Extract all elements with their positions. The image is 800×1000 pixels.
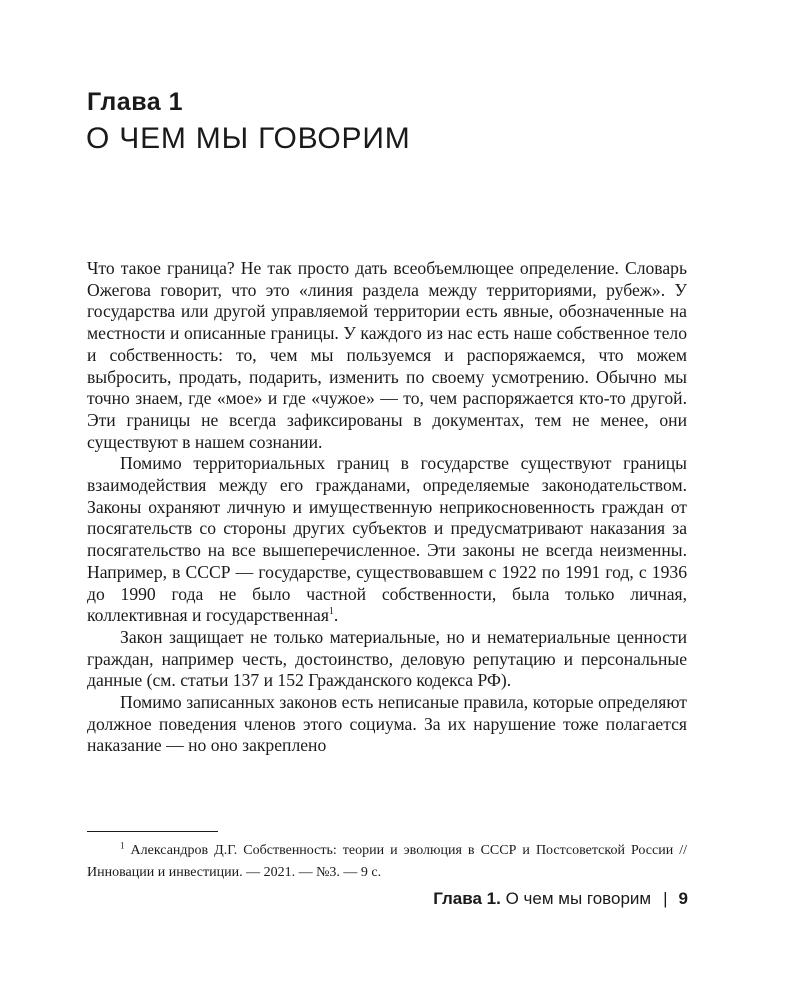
paragraph: Что такое граница? Не так просто дать всеобъемлющее определение. Словарь Ожегова говорит, что это «линия раздела между территориями, рубеж». У государства или другой управляемой территории есть явные, обозначенные на местности и описанные границы. У каждого из нас есть наше собственное тело и собственность: то, чем мы пользуемся и распоряжаемся, что можем выбросить, продать, подарить, изменить по своему усмотрению. Обычно мы точно знаем, где «мое» и где «чужое» — то, чем распоряжается кто-то другой. Эти границы не всегда зафиксированы в документах, тем не менее, они существуют в нашем сознании.: [87, 258, 687, 452]
footnote-text: Александров Д.Г. Собственность: теории и эволюция в СССР и Постсоветской России // Инновации и инвестиции. — 2021. — №3. — 9 с.: [87, 843, 688, 880]
footnote-divider: [87, 831, 218, 832]
page-number: 9: [678, 889, 688, 908]
chapter-label: Глава 1: [87, 88, 184, 116]
paragraph: Помимо территориальных границ в государстве существуют границы взаимодействия между его гражданами, определяемые законодательством. Законы охраняют личную и имущественную неприкосновенность граждан от посягательств со стороны других субъектов и предусматривают наказания за посягательство на все вышеперечисленное. Эти законы не всегда неизменны. Например, в СССР — государстве, существовавшем с 1922 по 1991 год, с 1936 до 1990 года не было частной собственности, была только личная, коллективная и государственная$^1$.: [87, 453, 687, 626]
footnote-reference[interactable]: 1: [328, 606, 334, 618]
footer-separator: |: [663, 889, 668, 908]
footnote-marker: 1: [120, 840, 125, 851]
footnote: [87, 840, 687, 884]
body-text: [87, 258, 687, 757]
paragraph: Помимо записанных законов есть неписаные правила, которые определяют должное поведения членов этого социума. За их нарушение тоже полагается наказание — но оно закреплено: [87, 692, 687, 756]
paragraph-text: Помимо территориальных границ в государстве существуют границы взаимодействия между его гражданами, определяемые законодательством. Законы охраняют личную и имущественную неприкосновенность граждан от посягательств со стороны других субъектов и предусматривают наказания за посягательство на все вышеперечисленное. Эти законы не всегда неизменны. Например, в СССР — государстве, существовавшем с 1922 по 1991 год, с 1936 до 1990 года не было частной собственности, была только личная, коллективная и государственная: [87, 453, 687, 626]
chapter-title: О ЧЕМ МЫ ГОВОРИМ: [86, 122, 411, 155]
paragraph: Закон защищает не только материальные, но и нематериальные ценности граждан, например честь, достоинство, деловую репутацию и персональные данные (см. статьи 137 и 152 Гражданского кодекса РФ).: [87, 626, 687, 691]
footer-chapter-label: Глава 1.: [433, 889, 501, 908]
running-footer: [433, 889, 688, 909]
footer-chapter-title: О чем мы говорим: [505, 889, 652, 908]
